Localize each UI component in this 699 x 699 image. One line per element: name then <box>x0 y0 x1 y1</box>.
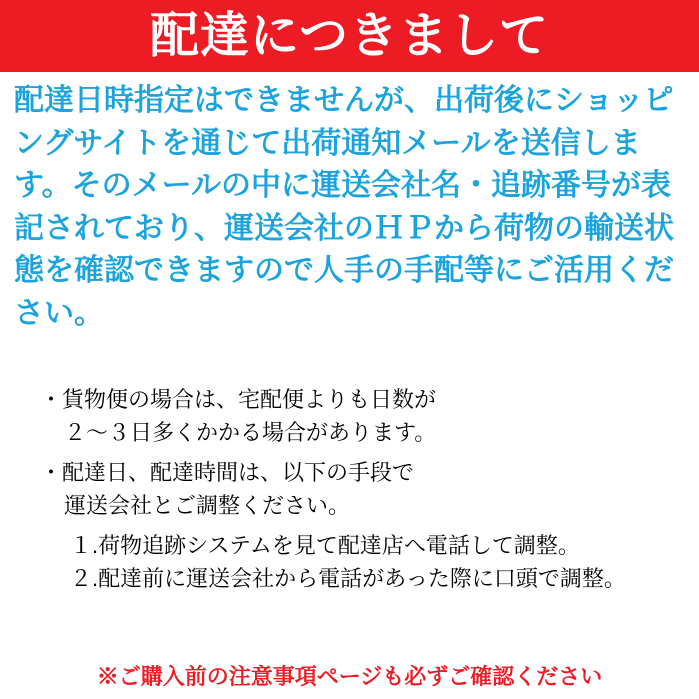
bullet-block <box>40 383 690 450</box>
bullet-line: ２.配達前に運送会社から電話があった際に口頭で調整。 <box>70 566 626 592</box>
page-title: 配達につきまして <box>149 8 550 63</box>
bullet-line: １.荷物追跡システムを見て配達店へ電話して調整。 <box>70 532 580 558</box>
bullet-line: ・貨物便の場合は、宅配便よりも日数が <box>40 387 437 412</box>
bullet-block <box>40 456 690 523</box>
bullet-line: ・配達日、配達時間は、以下の手段で <box>40 459 415 485</box>
bullet-block <box>40 529 690 596</box>
bullet-line: ２～３日多くかかる場合があります。 <box>64 420 437 446</box>
footer-note: ※ご購入前の注意事項ページも必ずご確認ください <box>96 664 603 689</box>
bullet-section <box>40 383 690 602</box>
bullet-line: 運送会社とご調整ください。 <box>64 493 351 519</box>
intro-paragraph: 配達日時指定はできませんが、出荷後にショッピングサイトを通じて出荷通知メールを送信します。そのメールの中に運送会社名・追跡番号が表記されており、運送会社のＨＰから荷物の輸送状態を確認できますので人手の手配等にご活用ください。 <box>14 84 674 330</box>
header-banner <box>0 0 699 72</box>
